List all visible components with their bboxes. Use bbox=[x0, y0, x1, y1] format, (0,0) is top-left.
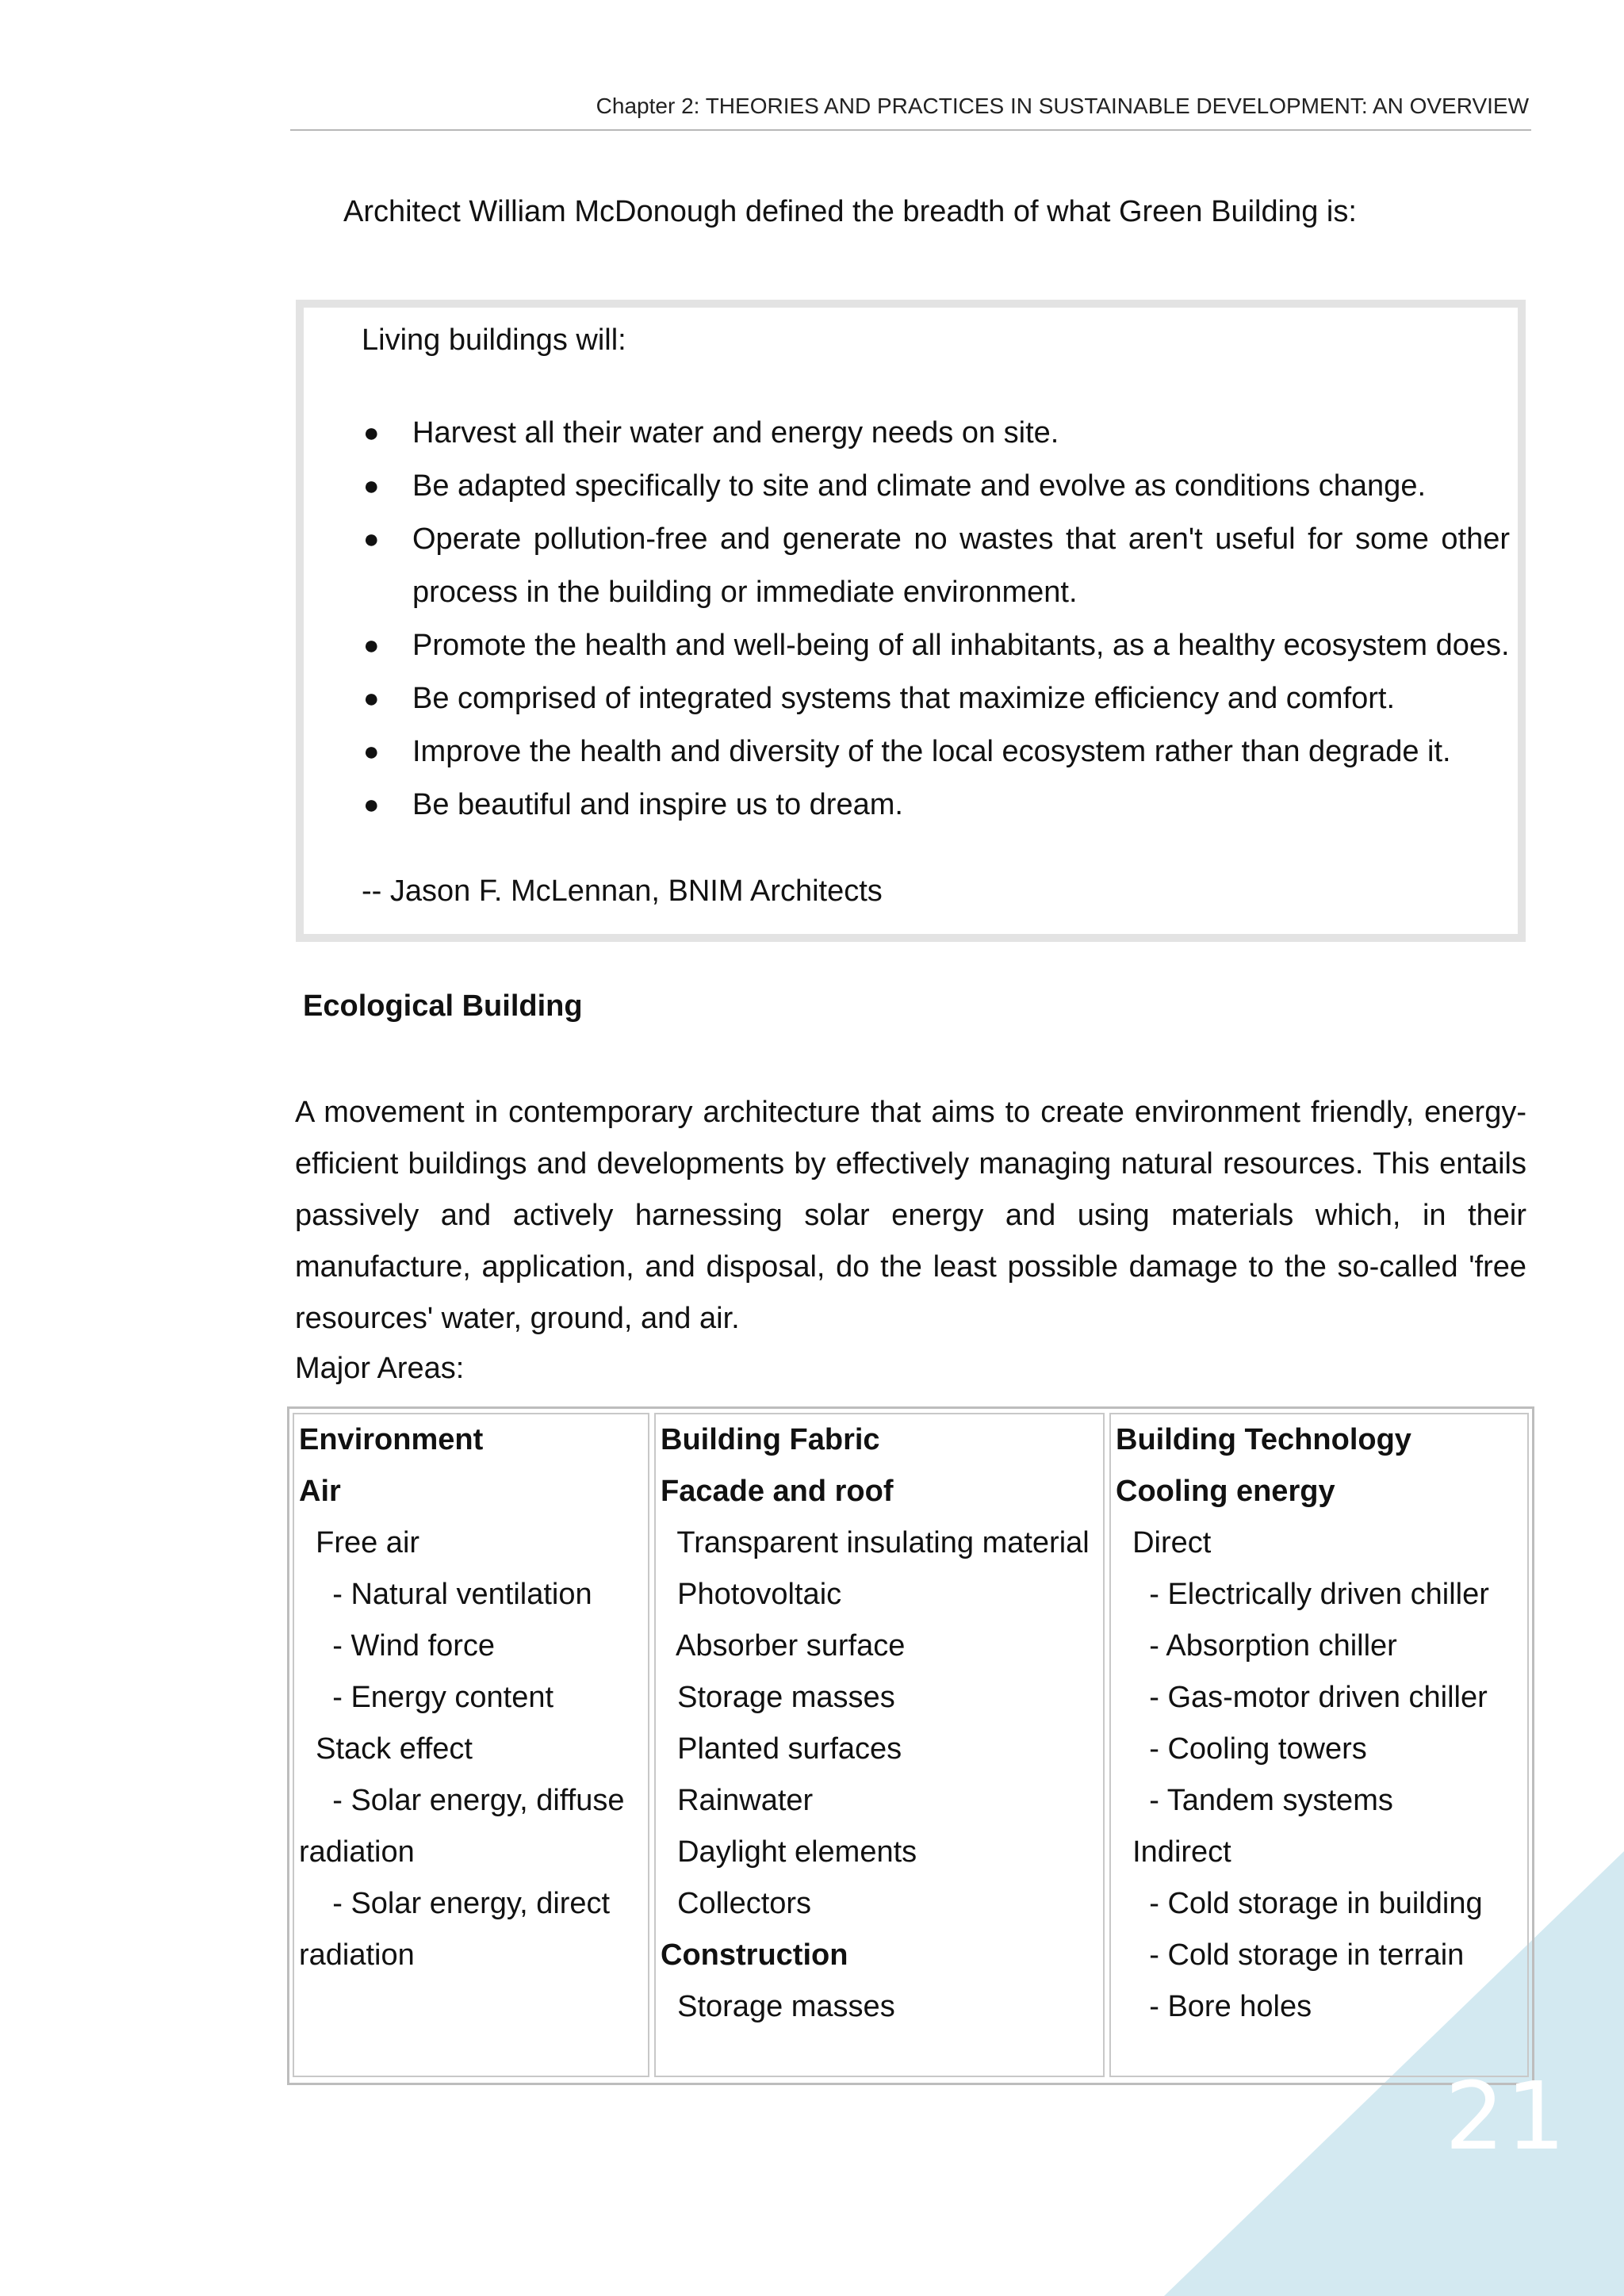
bullet-icon: ● bbox=[363, 790, 380, 820]
list-item: ● Operate pollution-free and generate no wastes that aren't useful for some other process in the building or immediate environment. bbox=[362, 513, 1510, 619]
table-cell-line: Direct bbox=[1116, 1526, 1212, 1559]
table-cell-line: - Solar energy, diffuse bbox=[299, 1784, 625, 1817]
table-cell-line: Photovoltaic bbox=[661, 1578, 842, 1611]
table-cell-line: Daylight elements bbox=[661, 1835, 917, 1869]
bullet-icon: ● bbox=[363, 630, 380, 660]
table-cell-line: Air bbox=[299, 1475, 341, 1508]
table-column-building-fabric bbox=[654, 1413, 1105, 2077]
table-cell-line: - Cold storage in terrain bbox=[1116, 1938, 1465, 1972]
bullet-icon: ● bbox=[363, 418, 380, 448]
table-cell-line: Transparent insulating material bbox=[661, 1526, 1090, 1559]
intro-sentence: Architect William McDonough defined the breadth of what Green Building is: bbox=[343, 195, 1357, 228]
table-cell-line: - Cold storage in building bbox=[1116, 1887, 1483, 1920]
table-cell-line: - Solar energy, direct bbox=[299, 1887, 611, 1920]
list-item: ● Improve the health and diversity of the local ecosystem rather than degrade it. bbox=[362, 725, 1510, 779]
list-item: ● Promote the health and well-being of all inhabitants, as a healthy ecosystem does. bbox=[362, 619, 1510, 672]
table-cell-line: Free air bbox=[299, 1526, 420, 1559]
table-cell-line: Rainwater bbox=[661, 1784, 814, 1817]
table-cell-line: - Tandem systems bbox=[1116, 1784, 1393, 1817]
table-cell-line: Indirect bbox=[1116, 1835, 1231, 1869]
table-cell-line: Storage masses bbox=[661, 1681, 895, 1714]
bullet-icon: ● bbox=[363, 737, 380, 767]
bullet-icon: ● bbox=[363, 524, 380, 554]
table-cell-line: - Bore holes bbox=[1116, 1990, 1312, 2023]
table-cell-line: Construction bbox=[661, 1938, 848, 1972]
table-cell-line: radiation bbox=[299, 1938, 415, 1972]
bullet-icon: ● bbox=[363, 683, 380, 714]
major-areas-label: Major Areas: bbox=[295, 1352, 465, 1385]
running-head: Chapter 2: THEORIES AND PRACTICES IN SUSTAINABLE DEVELOPMENT: AN OVERVIEW bbox=[596, 94, 1529, 118]
page-number: 21 bbox=[1445, 2061, 1568, 2171]
table-cell-line: Storage masses bbox=[661, 1990, 895, 2023]
list-item: ● Be adapted specifically to site and climate and evolve as conditions change. bbox=[362, 460, 1510, 513]
table-cell-line: Environment bbox=[299, 1423, 484, 1456]
table-cell-line: - Natural ventilation bbox=[299, 1578, 592, 1611]
table-cell-line: - Cooling towers bbox=[1116, 1732, 1367, 1766]
table-cell-line: radiation bbox=[299, 1835, 415, 1869]
table-cell-line: Planted surfaces bbox=[661, 1732, 902, 1766]
table-column-environment bbox=[293, 1413, 649, 2077]
quote-box bbox=[296, 300, 1526, 942]
table-cell-line: Building Technology bbox=[1116, 1423, 1411, 1456]
major-areas-table bbox=[287, 1406, 1534, 2085]
quote-list bbox=[362, 407, 1510, 832]
quote-heading: Living buildings will: bbox=[362, 323, 626, 357]
table-cell-line: Stack effect bbox=[299, 1732, 473, 1766]
table-cell-line: - Energy content bbox=[299, 1681, 554, 1714]
table-column-building-technology bbox=[1109, 1413, 1529, 2077]
quote-attribution: -- Jason F. McLennan, BNIM Architects bbox=[362, 874, 883, 908]
list-item: ● Be beautiful and inspire us to dream. bbox=[362, 779, 1510, 832]
table-cell-line: Collectors bbox=[661, 1887, 812, 1920]
section-heading: Ecological Building bbox=[303, 989, 583, 1023]
header-divider bbox=[290, 129, 1531, 131]
table-cell-line: - Gas-motor driven chiller bbox=[1116, 1681, 1488, 1714]
table-cell-line: Building Fabric bbox=[661, 1423, 880, 1456]
table-cell-line: Absorber surface bbox=[661, 1629, 906, 1663]
table-cell-line: Facade and roof bbox=[661, 1475, 894, 1508]
table-cell-line: Cooling energy bbox=[1116, 1475, 1335, 1508]
list-item: ● Harvest all their water and energy needs on site. bbox=[362, 407, 1510, 460]
table-cell-line: - Wind force bbox=[299, 1629, 496, 1663]
bullet-icon: ● bbox=[363, 471, 380, 501]
body-paragraph: A movement in contemporary architecture that aims to create environment friendly, energy-efficient buildings and developments by effectively managing natural resources. This entails passively and actively harnessing solar energy and using materials which, in their manufacture, application, and disposal, do the least possible damage to the so-called 'free resources' water, ground, and air. bbox=[295, 1096, 1526, 1335]
list-item: ● Be comprised of integrated systems that maximize efficiency and comfort. bbox=[362, 672, 1510, 725]
table-cell-line: - Absorption chiller bbox=[1116, 1629, 1397, 1663]
table-cell-line: - Electrically driven chiller bbox=[1116, 1578, 1489, 1611]
